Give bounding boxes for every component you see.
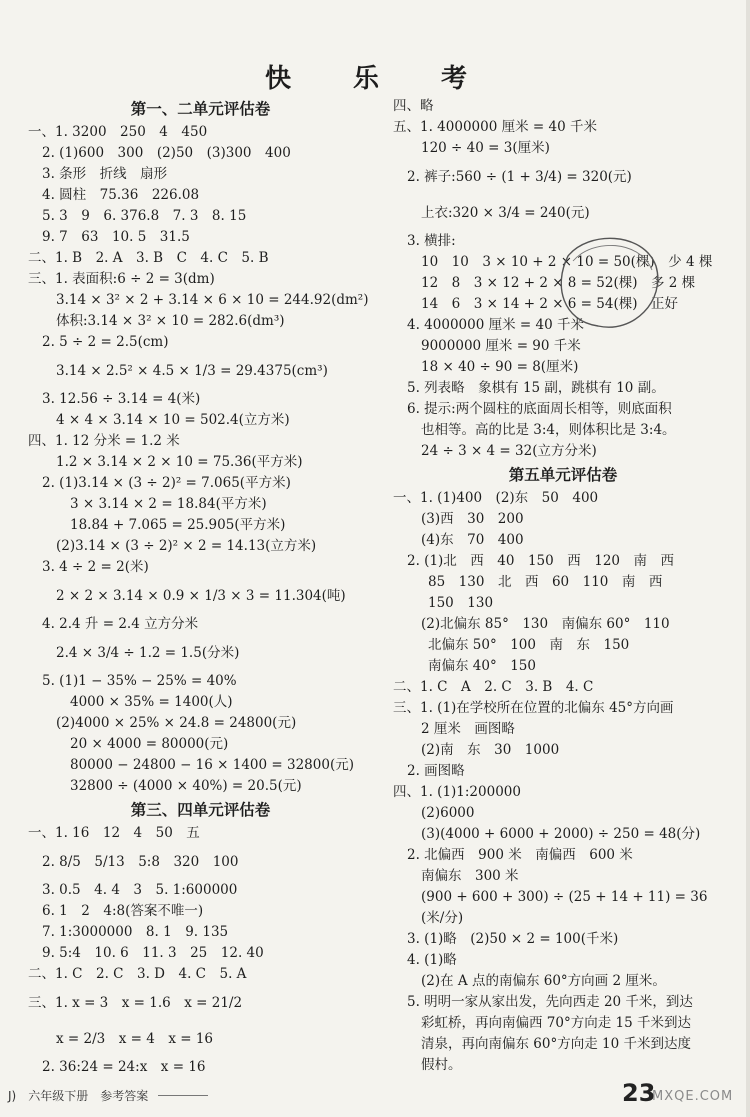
answer-line: 32800 ÷ (4000 × 40%) = 20.5(元) <box>70 778 302 794</box>
answer-line: 5. 列表略 象棋有 15 副，跳棋有 10 副。 <box>407 380 665 396</box>
pencil-circle-mark <box>548 226 666 336</box>
answer-line: 彩虹桥，再向南偏西 70°方向走 15 千米到达 <box>421 1015 691 1031</box>
answer-line: 18 × 40 ÷ 90 = 8(厘米) <box>421 359 579 375</box>
answer-line: 三、1. x = 3 x = 1.6 x = 21/2 <box>28 995 243 1011</box>
answer-line: 2. 36:24 = 24:x x = 16 <box>42 1059 206 1075</box>
answer-line: 2 厘米 画图略 <box>421 721 515 737</box>
answer-line: (2)3.14 × (3 ÷ 2)² × 2 = 14.13(立方米) <box>56 538 317 554</box>
answer-line: 2 × 2 × 3.14 × 0.9 × 1/3 × 3 = 11.304(吨) <box>56 588 346 604</box>
answer-line: 也相等。高的比是 3:4，则体积比是 3:4。 <box>421 422 676 438</box>
answer-line: 80000 − 24800 − 16 × 1400 = 32800(元) <box>70 757 354 773</box>
answer-line: 120 ÷ 40 = 3(厘米) <box>421 140 550 156</box>
answer-line: 18.84 + 7.065 = 25.905(平方米) <box>70 517 286 533</box>
left-column <box>28 96 373 1078</box>
answer-line: 二、1. C A 2. C 3. B 4. C <box>393 679 594 695</box>
section-heading: 第五单元评估卷 <box>508 465 618 484</box>
answer-line: 1.2 × 3.14 × 2 × 10 = 75.36(平方米) <box>56 454 303 470</box>
answer-line: 5. (1)1 − 35% − 25% = 40% <box>42 673 237 689</box>
answer-line: 3.14 × 3² × 2 + 3.14 × 6 × 10 = 244.92(dm²) <box>56 292 369 308</box>
answer-line: (3)(4000 + 6000 + 2000) ÷ 250 = 48(分) <box>421 826 701 842</box>
answer-line: (2)在 A 点的南偏东 60°方向画 2 厘米。 <box>421 973 666 989</box>
answer-line: 一、1. (1)400 (2)东 50 400 <box>393 490 599 506</box>
answer-line: 4. 圆柱 75.36 226.08 <box>42 187 200 203</box>
answer-line: 南偏东 300 米 <box>421 868 519 884</box>
answer-line: 4. 2.4 升 = 2.4 立方分米 <box>42 616 199 632</box>
answer-line: 清泉，再向南偏东 60°方向走 10 千米到达度 <box>421 1036 691 1052</box>
answer-line: 4. (1)略 <box>407 952 457 968</box>
answer-line: (米/分) <box>421 910 464 926</box>
answer-line: 24 ÷ 3 × 4 = 32(立方分米) <box>421 443 597 459</box>
answer-line: 2. 裤子:560 ÷ (1 + 3/4) = 320(元) <box>407 169 632 185</box>
answer-line: 4000 × 35% = 1400(人) <box>70 694 233 710</box>
answer-line: 假村。 <box>421 1057 462 1073</box>
answer-line: 体积:3.14 × 3² × 10 = 282.6(dm³) <box>56 313 285 329</box>
answer-line: 20 × 4000 = 80000(元) <box>70 736 229 752</box>
answer-line: 二、1. B 2. A 3. B C 4. C 5. B <box>28 250 269 266</box>
page-title: 快 乐 考 <box>264 64 485 94</box>
answer-line: 五、1. 4000000 厘米 = 40 千米 <box>393 119 597 135</box>
answer-line: 2. 8/5 5/13 5:8 320 100 <box>42 854 239 870</box>
answer-line: (900 + 600 + 300) ÷ (25 + 14 + 11) = 36 <box>421 889 708 905</box>
answer-line: 10 10 3 × 10 + 2 × 10 = 50(棵) 少 4 棵 <box>421 254 713 270</box>
answer-line: 4. 4000000 厘米 = 40 千米 <box>407 317 584 333</box>
answer-line: 四、略 <box>393 98 434 114</box>
page-number: 23 <box>622 1079 656 1107</box>
footer-text: J) 六年级下册 参考答案 <box>8 1089 149 1103</box>
answer-line: (2)南 东 30 1000 <box>421 742 560 758</box>
answer-line: 9. 5:4 10. 6 11. 3 25 12. 40 <box>42 945 264 961</box>
footer-rule <box>158 1095 208 1096</box>
answer-line: 7. 1:3000000 8. 1 9. 135 <box>42 924 229 940</box>
answer-line: 2. (1)北 西 40 150 西 120 南 西 <box>407 553 675 569</box>
answer-line: 150 130 <box>428 595 494 611</box>
answer-line: 3. 4 ÷ 2 = 2(米) <box>42 559 149 575</box>
answer-line: 2. (1)3.14 × (3 ÷ 2)² = 7.065(平方米) <box>42 475 291 491</box>
answer-line: (2)6000 <box>421 805 475 821</box>
answer-line: 3. 0.5 4. 4 3 5. 1:600000 <box>42 882 238 898</box>
answer-line: x = 2/3 x = 4 x = 16 <box>56 1031 214 1047</box>
answer-line: (2)北偏东 85° 130 南偏东 60° 110 <box>421 616 670 632</box>
answer-line: 南偏东 40° 150 <box>428 658 536 674</box>
answer-line: 2. 画图略 <box>407 763 465 779</box>
page-edge <box>746 0 750 1117</box>
answer-line: (3)西 30 200 <box>421 511 524 527</box>
answer-line: 3 × 3.14 × 2 = 18.84(平方米) <box>70 496 267 512</box>
answer-line: 9000000 厘米 = 90 千米 <box>421 338 581 354</box>
answer-line: 四、1. 12 分米 = 1.2 米 <box>28 433 180 449</box>
answer-line: 一、1. 3200 250 4 450 <box>28 124 208 140</box>
answer-line: 12 8 3 × 12 + 2 × 8 = 52(棵) 多 2 棵 <box>421 275 696 291</box>
answer-line: 2. 5 ÷ 2 = 2.5(cm) <box>42 334 169 350</box>
section-heading: 第三、四单元评估卷 <box>130 800 271 819</box>
answer-line: 6. 1 2 4:8(答案不唯一) <box>42 903 204 919</box>
watermark: MXQE.COM <box>652 1089 734 1104</box>
answer-line: 2.4 × 3/4 ÷ 1.2 = 1.5(分米) <box>56 645 240 661</box>
answer-line: (2)4000 × 25% × 24.8 = 24800(元) <box>56 715 297 731</box>
answer-line: 5. 明明一家从家出发，先向西走 20 千米，到达 <box>407 994 693 1010</box>
answer-line: 三、1. 表面积:6 ÷ 2 = 3(dm) <box>28 271 215 287</box>
answer-line: 3. 条形 折线 扇形 <box>42 166 168 182</box>
page-footer <box>0 1079 750 1117</box>
answer-line: 3. (1)略 (2)50 × 2 = 100(千米) <box>407 931 619 947</box>
answer-line: 3. 横排: <box>407 233 456 249</box>
answer-line: 四、1. (1)1:200000 <box>393 784 521 800</box>
answer-line: 2. (1)600 300 (2)50 (3)300 400 <box>42 145 291 161</box>
answer-line: 9. 7 63 10. 5 31.5 <box>42 229 190 245</box>
answer-line: 上衣:320 × 3/4 = 240(元) <box>421 205 590 221</box>
answer-line: 2. 北偏西 900 米 南偏西 600 米 <box>407 847 633 863</box>
answer-line: 3. 12.56 ÷ 3.14 = 4(米) <box>42 391 201 407</box>
answer-line: 6. 提示:两个圆柱的底面周长相等，则底面积 <box>407 401 672 417</box>
answer-line: 4 × 4 × 3.14 × 10 = 502.4(立方米) <box>56 412 290 428</box>
answer-line: 北偏东 50° 100 南 东 150 <box>428 637 630 653</box>
section-heading: 第一、二单元评估卷 <box>130 99 271 118</box>
answer-line: 3.14 × 2.5² × 4.5 × 1/3 = 29.4375(cm³) <box>56 363 328 379</box>
answer-line: 85 130 北 西 60 110 南 西 <box>428 574 663 590</box>
answer-line: 二、1. C 2. C 3. D 4. C 5. A <box>28 966 247 982</box>
answer-line: 14 6 3 × 14 + 2 × 6 = 54(棵) 正好 <box>421 296 679 312</box>
answer-line: 一、1. 16 12 4 50 五 <box>28 825 200 841</box>
answer-line: 5. 3 9 6. 376.8 7. 3 8. 15 <box>42 208 247 224</box>
answer-line: 三、1. (1)在学校所在位置的北偏东 45°方向画 <box>393 700 674 716</box>
answer-line: (4)东 70 400 <box>421 532 524 548</box>
